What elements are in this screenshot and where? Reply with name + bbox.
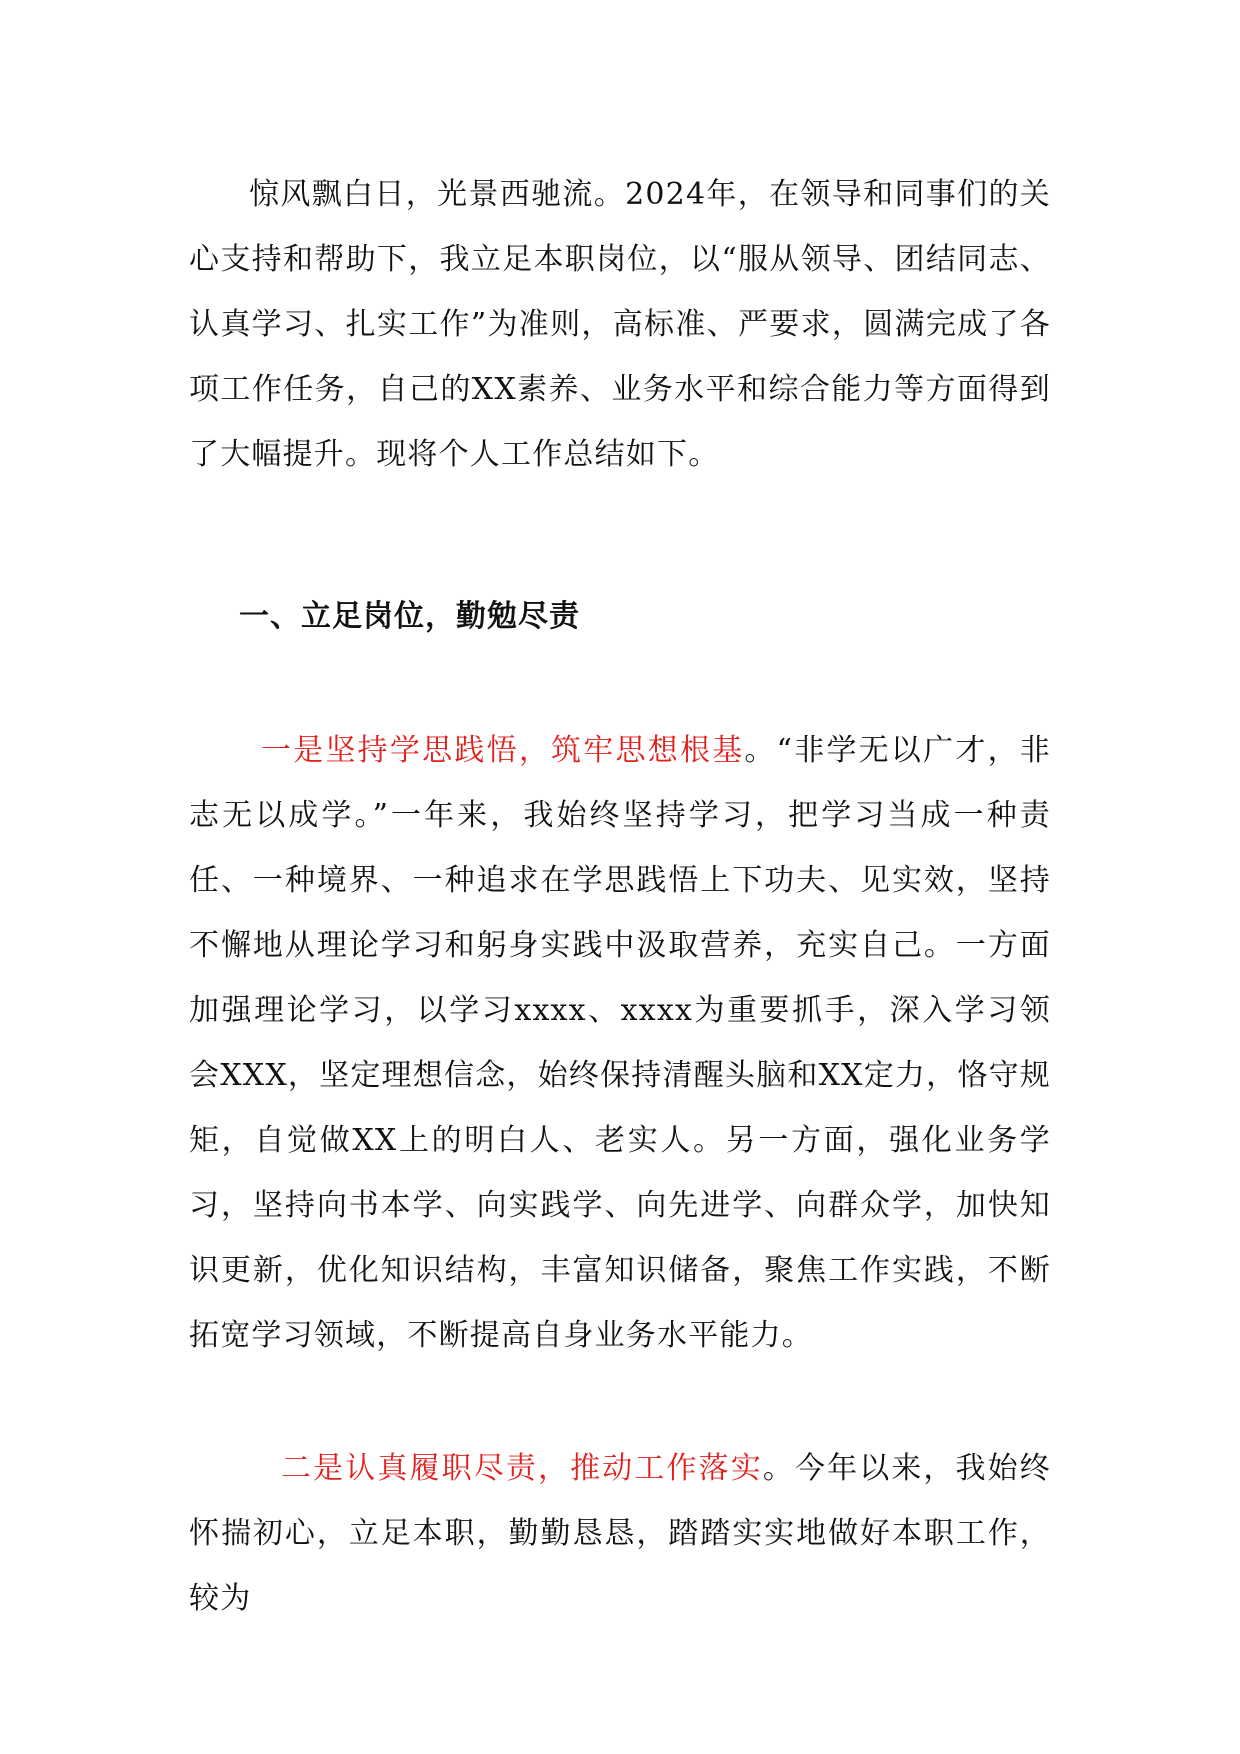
- item-body-1: 。“非学无以广才，非志无以成学。”一年来，我始终坚持学习，把学习当成一种责任、一种境界、一种追求在学思践悟上下功夫、见实效，坚持不懈地从理论学习和躬身实践中汲取营养，充实自己。一方面加强理论学习，以学习xxxx、xxxx为重要抓手，深入学习领会XXX，坚定理想信念，始终保持清醒头脑和XX定力，恪守规矩，自觉做XX上的明白人、老实人。另一方面，强化业务学习，坚持向书本学、向实践学、向先进学、向群众学，加快知识更新，优化知识结构，丰富知识储备，聚焦工作实践，不断拓宽学习领域，不断提高自身业务水平能力。: [189, 733, 1052, 1353]
- section-heading: 一、立足岗位，勤勉尽责: [239, 599, 580, 634]
- item-paragraph-2: [189, 1436, 1051, 1631]
- item-body-2: 。今年以来，我始终怀揣初心，立足本职，勤勤恳恳，踏踏实实地做好本职工作，较为: [189, 1451, 1051, 1616]
- item-lead-1: 一是坚持学思践悟，筑牢思想根基: [261, 733, 745, 768]
- intro-paragraph: 惊风飘白日，光景西驰流。2024年，在领导和同事们的关心支持和帮助下，我立足本职岗位，以“服从领导、团结同志、 认真学习、扎实工作”为准则，高标准、严要求，圆满完成了各项工作任务，自己的XX素养、业务水平和综合能力等方面得到了大幅提升。现将个人工作总结如下。: [189, 177, 1051, 472]
- item-lead-2: 二是认真履职尽责，推动工作落实: [281, 1451, 763, 1486]
- item-paragraph-1: [189, 718, 1051, 1368]
